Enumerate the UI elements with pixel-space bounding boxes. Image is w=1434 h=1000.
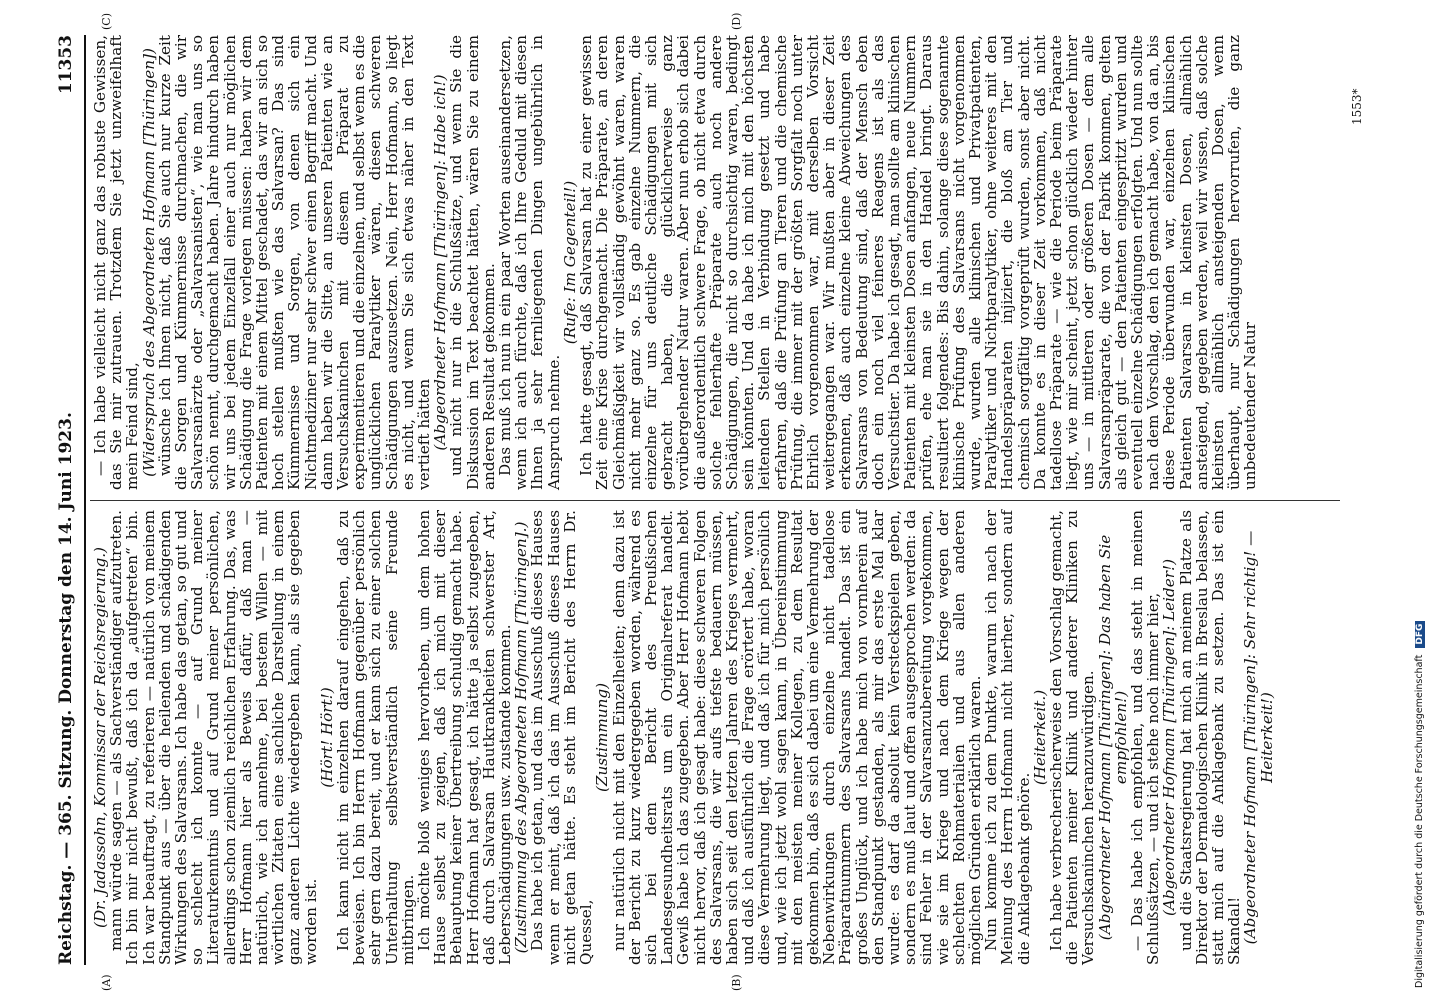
page-header [50, 35, 84, 965]
digitization-note-text: Digitalisierung gefördert durch die Deutsche Forschungsgemeinschaft [1414, 654, 1425, 988]
paragraph: (Widerspruch des Abgeordneten Hofmann [Thüringen]) [139, 48, 158, 477]
paragraph: (Abgeordneter Hofmann [Thüringen]: Habe ich!) [431, 74, 450, 451]
right-text-column [92, 35, 1259, 490]
rotated-page [50, 12, 1390, 991]
page-number: 11353 [56, 35, 76, 95]
margin-marker-d: (D) [730, 12, 743, 30]
paragraph: Nun komme ich zu dem Punkte, warum ich nach der Meinung des Herrn Hofmann nicht hierher, sondern auf die Anklagebank gehöre. [982, 510, 1033, 965]
paragraph: — Das habe ich empfohlen, und das steht in meinen Schlußsätzen, — und ich stehe noch immer hier, [1128, 510, 1163, 965]
paragraph: (Abgeordneter Hofmann [Thüringen]: Leider!) [1160, 558, 1179, 917]
paragraph: (Heiterkeit.) [1030, 689, 1049, 786]
header-rule [84, 35, 86, 965]
paragraph: und die Staatsregierung hat mich an meinem Platze als Direktor der Dermatologischen Klinik in Breslau belassen, statt mich auf die Anklagebank zu setzen. Das ist ein Skandal! [1176, 510, 1244, 965]
margin-marker-c: (C) [100, 13, 113, 30]
footer-number: 1553* [1350, 88, 1364, 125]
paragraph: (Abgeordneter Hofmann [Thüringen]: Sehr richtig! — Heiterkeit!) [1241, 530, 1276, 945]
paragraph: und nicht nur in die Schlußsätze, und wenn Sie die Diskussion im Text beachtet hätten, wären Sie zu einem anderen Resultat gekommen. [447, 35, 498, 490]
paragraph: (Hört! Hört!) [317, 687, 336, 788]
column-divider [90, 500, 1340, 501]
margin-marker-a: (A) [100, 974, 113, 991]
paragraph: (Dr. Jadassohn, Kommissar der Reichsregierung.) [91, 547, 109, 928]
digitization-note [1414, 8, 1430, 988]
paragraph: Ich kann nicht im einzelnen darauf eingehen, daß zu beweisen. Ich bin Herrn Hofmann gegenüber persönlich sehr gern dazu bereit, und er kann sich zu einer solchen Unterhaltung selbstverständlich seine Freunde mitbringen. [334, 510, 417, 965]
paragraph: wünsche ich Ihnen nicht, daß Sie auch nur kurze Zeit die Sorgen und Kümmernisse durchmachen, die wir Salvarsanärzte oder „Salvarsanisten“, wie man uns so schön nennt, durchgemacht haben. Jahre hindurch haben wir uns bei jedem Einzelfall einer auch nur möglichen Schädigung die Frage vorlegen müssen: haben wir dem Patienten mit einem Mittel geschadet, das wir an sich so hoch stellen mußten wie das Salvarsan? Das sind Kümmernisse und Sorgen, von denen sich ein Nichtmediziner nur sehr schwer einen Begriff macht. Und dann haben wir die Sitte, an unseren Patienten wie an Versuchskaninchen mit diesem Präparat zu experimentieren und die einzelnen, und selbst wenn es die unglücklichen Paralytiker wären, diesen schweren Schädigungen auszusetzen. Nein, Herr Hofmann, so liegt es nicht, und wenn Sie sich etwas näher in den Text vertieft hätten [155, 35, 434, 490]
paragraph: Das habe ich getan, und das im Ausschuß dieses Hauses wenn er meint, daß ich das im Ausschuß dieses Hauses nicht getan hätte. Es steht im Bericht des Herrn Dr. Quessel, [528, 510, 596, 965]
paragraph: mann würde sagen — als Sachverständiger aufzutreten. Ich bin mir nicht bewußt, daß ich da „aufgetreten“ bin. Ich war beauftragt, zu referieren — natürlich von meinem Standpunkt aus — über die heilenden und schädigenden Wirkungen des Salvarsans. Ich habe das getan, so gut und so schlecht ich konnte — auf Grund meiner Literaturkenntnis und auf Grund meiner persönlichen, allerdings schon ziemlich reichlichen Erfahrung. Das, was Herr Hofmann hier als Beweis dafür, daß man — natürlich, wie ich annehme, bei bestem Willen — mit wörtlichen Zitaten eine sachliche Darstellung in einem ganz anderen Lichte wiedergeben kann, als sie gegeben worden ist. [107, 510, 320, 965]
margin-marker-b: (B) [730, 974, 743, 991]
paragraph: Ich habe verbrecherischerweise den Vorschlag gemacht, die Patienten meiner Klinik und anderer Kliniken zu Versuchskaninchen heranzuwürdigen. [1046, 510, 1098, 965]
left-text-column [92, 510, 1275, 965]
paragraph: (Abgeordneter Hofmann [Thüringen]: Das haben Sie empfohlen!) [1095, 534, 1130, 941]
paragraph: — Ich habe vielleicht nicht ganz das robuste Gewissen, das Sie mir zutrauen. Trotzdem Sie jetzt unzweifelhaft mein Feind sind, [91, 35, 142, 490]
paragraph: (Zustimmung) [593, 682, 612, 793]
dfg-logo: DFG [1415, 621, 1425, 648]
paragraph: (Rufe: Im Gegenteil!) [560, 180, 579, 345]
paragraph: (Zustimmung des Abgeordneten Hofmann [Thüringen].) [512, 521, 531, 954]
paragraph: Ich möchte bloß weniges hervorheben, um dem hohen Hause selbst zu zeigen, daß ich mich mit dieser Behauptung keiner Übertreibung schuldig gemacht habe. Herr Hofmann hat gesagt, ich hätte ja selbst zugegeben, daß durch Salvarsan Hautkrankheiten schwerster Art, Leberschädigungen usw. zustande kommen. [415, 510, 515, 965]
paragraph: Das muß ich nun in ein paar Worten auseinandersetzen, wenn ich auch fürchte, daß ich Ihre Geduld mit diesen Ihnen ja sehr fernliegenden Dingen ungebührlich in Anspruch nehme. [496, 35, 563, 490]
paragraph: Ich hatte gesagt, daß Salvarsan hat zu einer gewissen Zeit eine Krise durchgemacht. Die Präparate, an deren Gleichmäßigkeit wir vollständig gewöhnt waren, waren nicht mehr ganz so. Es gab einzelne Nummern, die einzelne für uns deutliche Schädigungen mit sich gebracht haben, die glücklicherweise ganz vorübergehender Natur waren. Aber nun erhob sich dabei die außerordentlich schwere Frage, ob nicht etwa durch solche fehlerhafte Präparate auch noch andere Schädigungen, die nicht so durchsichtig waren, bedingt sein könnten. Und da habe ich mich mit den höchsten leitenden Stellen in Verbindung gesetzt und habe erfahren, daß die Prüfung an Tieren und die chemische Prüfung, die immer mit der größten Sorgfalt noch unter Ehrlich vorgenommen war, mit derselben Vorsicht weitergegangen war. Wir mußten aber in dieser Zeit erkennen, daß auch einzelne kleine Abweichungen des Salvarsans von Bedeutung sind, daß der Mensch eben doch ein noch viel feineres Reagens ist als das Versuchstier. Da habe ich gesagt, man sollte am klinischen Patienten mit kleinsten Dosen anfangen, neue Nummern prüfen, ehe man sie in den Handel bringt. Daraus resultiert folgendes: Bis dahin, solange diese sogenannte klinische Prüfung des Salvarsans nicht vorgenommen wurde, wurden alle klinischen und Privatpatienten, Paralytiker und Nichtparalytiker, ohne weiteres mit den Handelspräparaten injiziert, die bloß am Tier und chemisch sorgfältig vorgeprüft wurden, sonst aber nicht. Da konnte es in dieser Zeit vorkommen, daß nicht tadellose Präparate — wie die Periode beim Präparate liegt, wie mir scheint, jetzt schon glücklich wieder hinter uns — in mittleren oder größeren Dosen — dem alle Salvarsanpräparate, die von der Fabrik kommen, gelten als gleich gut — den Patienten eingespritzt wurden und eventuell einzelne Schädigungen erfolgten. Und nun sollte nach dem Vorschlag, den ich gemacht habe, von da an, bis diese Periode überwunden war, einzelnen klinischen Patienten Salvarsan in kleinsten Dosen, allmählich ansteigend, gegeben werden, weil wir wissen, daß solche kleinsten allmählich ansteigenden Dosen, wenn überhaupt, nur Schädigungen hervorrufen, die ganz unbedeutender Natur [577, 35, 1260, 490]
page-header-title: Reichstag. — 365. Sitzung. Donnerstag den 14. Juni 1923. [56, 412, 76, 965]
paragraph: nur natürlich nicht mit den Einzelheiten; denn dazu ist der Bericht zu kurz wiedergegeben worden, während es sich bei dem Bericht des Preußischen Landesgesundheitsrats um ein Originalreferat handelt. Gewiß habe ich das zugegeben. Aber Herr Hofmann hebt nicht hervor, daß ich gesagt habe: diese schweren Folgen des Salvarsans, die wir aufs tiefste bedauern müssen, haben sich seit den letzten Jahren des Krieges vermehrt, und daß ich ausführlich die Frage erörtert habe, woran diese Vermehrung liegt, und daß ich für mich persönlich und, wie ich jetzt wohl sagen kann, in Übereinstimmung mit den meisten meiner Kollegen, zu dem Resultat gekommen bin, daß es sich dabei um eine Vermehrung der Nebenwirkungen durch einzelne nicht tadellose Präparatnummern des Salvarsans handelt. Das ist ein großes Unglück, und ich habe mich von vornherein auf den Standpunkt gestanden, als mir das erste Mal klar wurde: es darf da absolut kein Versteckspielen geben, sondern es muß laut und offen ausgesprochen werden: da sind Fehler in der Salvarsanzubereitung vorgekommen, wie sie im Kriege und nach dem Kriege wegen der schlechten Rohmaterialien und aus allen anderen möglichen Gründen erklärlich waren. [609, 510, 984, 965]
